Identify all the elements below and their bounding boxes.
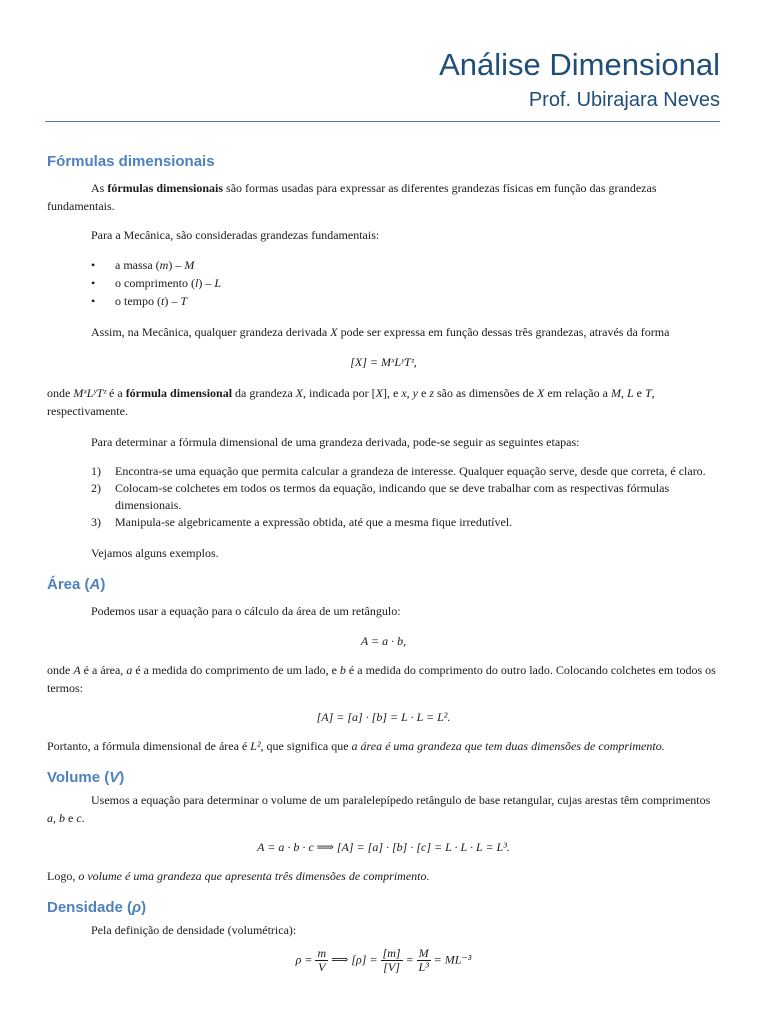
section-heading-formulas: Fórmulas dimensionais <box>47 153 215 170</box>
document-header <box>439 46 720 114</box>
steps-list <box>47 463 720 531</box>
paragraph-steps-intro: Para determinar a fórmula dimensional de uma grandeza derivada, pode-se seguir as seguintes etapas: <box>91 435 580 449</box>
equation-area-dimensional: [A] = [a] · [b] = L · L = L². <box>316 710 451 724</box>
paragraph-area-intro: Podemos usar a equação para o cálculo da área de um retângulo: <box>91 604 401 618</box>
header-divider <box>45 121 720 122</box>
section-heading-volume: Volume (V) <box>47 769 125 786</box>
section-heading-density: Densidade (ρ) <box>47 899 147 916</box>
equation-volume: A = a · b · c ⟹ [A] = [a] · [b] · [c] = L · L · L = L³. <box>257 840 510 854</box>
paragraph-volume-intro: Usemos a equação para determinar o volume de um paralelepípedo retângulo de base retangular, cujas arestas têm comprimentos a, b e c. <box>47 793 711 825</box>
fraction-bm-over-bv: $\frac{[m]}{[V]}$ <box>382 946 401 974</box>
step-item: 3) Manipula-se algebricamente a expressão obtida, até que a mesma fique irredutível. <box>91 515 513 529</box>
paragraph-area-explain: onde A é a área, a é a medida do comprimento de um lado, e b é a medida do comprimento do outro lado. Colocando colchetes em todos os termos: <box>47 663 716 695</box>
fraction-m-over-v: $\frac{m}{V}$ <box>317 946 327 974</box>
step-item: 1) Encontra-se uma equação que permita calcular a grandeza de interesse. Qualquer equação serve, desde que correta, é claro. <box>91 464 706 478</box>
document-author: Prof. Ubirajara Neves <box>528 89 720 111</box>
document-title: Análise Dimensional <box>439 47 720 82</box>
paragraph-volume-conclusion: Logo, o volume é uma grandeza que apresenta três dimensões de comprimento. <box>47 869 430 883</box>
section-heading-area: Área (A) <box>47 576 106 593</box>
document-body <box>47 151 720 974</box>
list-item-mass: • a massa (m) – M <box>47 256 720 274</box>
paragraph-definition: onde MˣLʸTᶻ é a fórmula dimensional da grandeza X, indicada por [X], e x, y e z são as dimensões de X em relação a M, L e T, respectivamente. <box>47 386 655 418</box>
list-item-time: • o tempo (t) – T <box>47 292 720 310</box>
paragraph-fundamentals: Para a Mecânica, são consideradas grandezas fundamentais: <box>91 228 380 242</box>
fraction-M-over-L3: $\frac{M}{\text{L³}}$ <box>418 946 429 974</box>
list-item-length: • o comprimento (l) – L <box>47 274 720 292</box>
equation-area: A = a · b, <box>360 634 407 648</box>
paragraph-density-intro: Pela definição de densidade (volumétrica): <box>91 923 297 937</box>
equation-density: ρ = $\frac{m}{V}$ ⟹ [ρ] = $\frac{[m]}{[V]}$ = $\frac{M}{\text{L³}}$ = ML⁻³ <box>295 946 472 974</box>
paragraph-area-conclusion: Portanto, a fórmula dimensional de área é L², que significa que a área é uma grandeza que tem duas dimensões de comprimento. <box>47 739 665 753</box>
paragraph-examples: Vejamos alguns exemplos. <box>91 546 219 560</box>
paragraph-intro: As fórmulas dimensionais são formas usadas para expressar as diferentes grandezas físicas em função das grandezas fundamentais. <box>47 181 657 213</box>
equation-general-form: [X] = MˣLʸTᶻ, <box>350 355 417 369</box>
fundamental-quantities-list <box>47 256 720 310</box>
step-item: 2) Colocam-se colchetes em todos os termos da equação, indicando que se deve trabalhar com as respectivas fórmulas dimensionais. <box>91 481 670 512</box>
paragraph-derived: Assim, na Mecânica, qualquer grandeza derivada X pode ser expressa em função dessas três grandezas, através da forma <box>91 325 670 339</box>
